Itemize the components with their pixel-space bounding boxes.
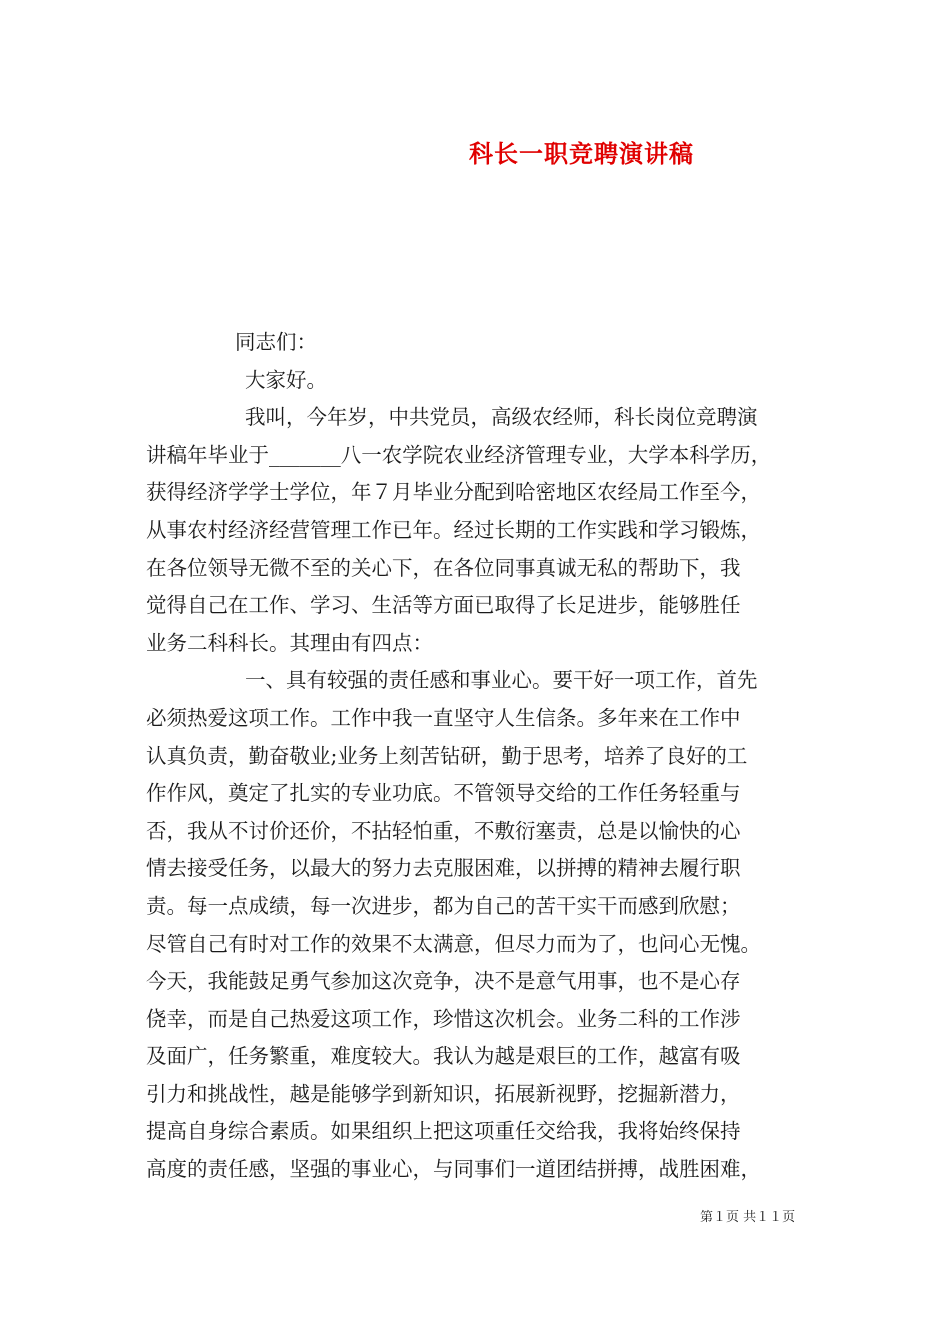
- paragraph-line: 及面广，任务繁重，难度较大。我认为越是艰巨的工作，越富有吸: [146, 1044, 741, 1069]
- paragraph-line: 尽管自己有时对工作的效果不太满意，但尽力而为了，也问心无愧。: [146, 931, 761, 956]
- paragraph-line: 作作风，奠定了扎实的专业功底。不管领导交给的工作任务轻重与: [146, 781, 741, 806]
- paragraph-line: 从事农村经济经营管理工作已年。经过长期的工作实践和学习锻炼，: [146, 517, 761, 542]
- document-title: 科长一职竞聘演讲稿: [469, 139, 694, 168]
- paragraph-line: 今天，我能鼓足勇气参加这次竞争，决不是意气用事，也不是心存: [146, 969, 741, 994]
- paragraph-line: 引力和挑战性，越是能够学到新知识，拓展新视野，挖掘新潜力，: [146, 1081, 741, 1106]
- paragraph-line: 获得经济学学士学位，年７月毕业分配到哈密地区农经局工作至今，: [146, 480, 761, 505]
- paragraph-line: 一、具有较强的责任感和事业心。要干好一项工作，首先: [245, 668, 758, 693]
- paragraph-line: 必须热爱这项工作。工作中我一直坚守人生信条。多年来在工作中: [146, 705, 741, 730]
- paragraph-line: 责。每一点成绩，每一次进步，都为自己的苦干实干而感到欣慰；: [146, 893, 741, 918]
- paragraph-line: 业务二科科长。其理由有四点：: [146, 630, 433, 655]
- paragraph-line: 否，我从不讨价还价，不拈轻怕重，不敷衍塞责，总是以愉快的心: [146, 818, 741, 843]
- paragraph-line: 侥幸，而是自己热爱这项工作，珍惜这次机会。业务二科的工作涉: [146, 1006, 741, 1031]
- paragraph-line: 认真负责，勤奋敬业;业务上刻苦钻研，勤于思考，培养了良好的工: [146, 743, 748, 768]
- document-body: [146, 324, 832, 1189]
- paragraph-line: 高度的责任感，坚强的事业心，与同事们一道团结拼搏，战胜困难，: [146, 1157, 761, 1182]
- greeting-line: 大家好。: [245, 367, 327, 392]
- page-number-footer: 第１页 共１１页: [700, 1210, 796, 1225]
- paragraph-line: 情去接受任务，以最大的努力去克服困难，以拼搏的精神去履行职: [146, 856, 741, 881]
- paragraph-line: 讲稿年毕业于_______八一农学院农业经济管理专业，大学本科学历，: [146, 442, 772, 467]
- paragraph-line: 在各位领导无微不至的关心下，在各位同事真诚无私的帮助下，我: [146, 555, 741, 580]
- salutation-line: 同志们：: [235, 330, 317, 354]
- paragraph-line: 我叫，今年岁，中共党员，高级农经师，科长岗位竞聘演: [245, 405, 758, 430]
- paragraph-line: 觉得自己在工作、学习、生活等方面已取得了长足进步，能够胜任: [146, 593, 741, 618]
- paragraph-line: 提高自身综合素质。如果组织上把这项重任交给我，我将始终保持: [146, 1119, 741, 1144]
